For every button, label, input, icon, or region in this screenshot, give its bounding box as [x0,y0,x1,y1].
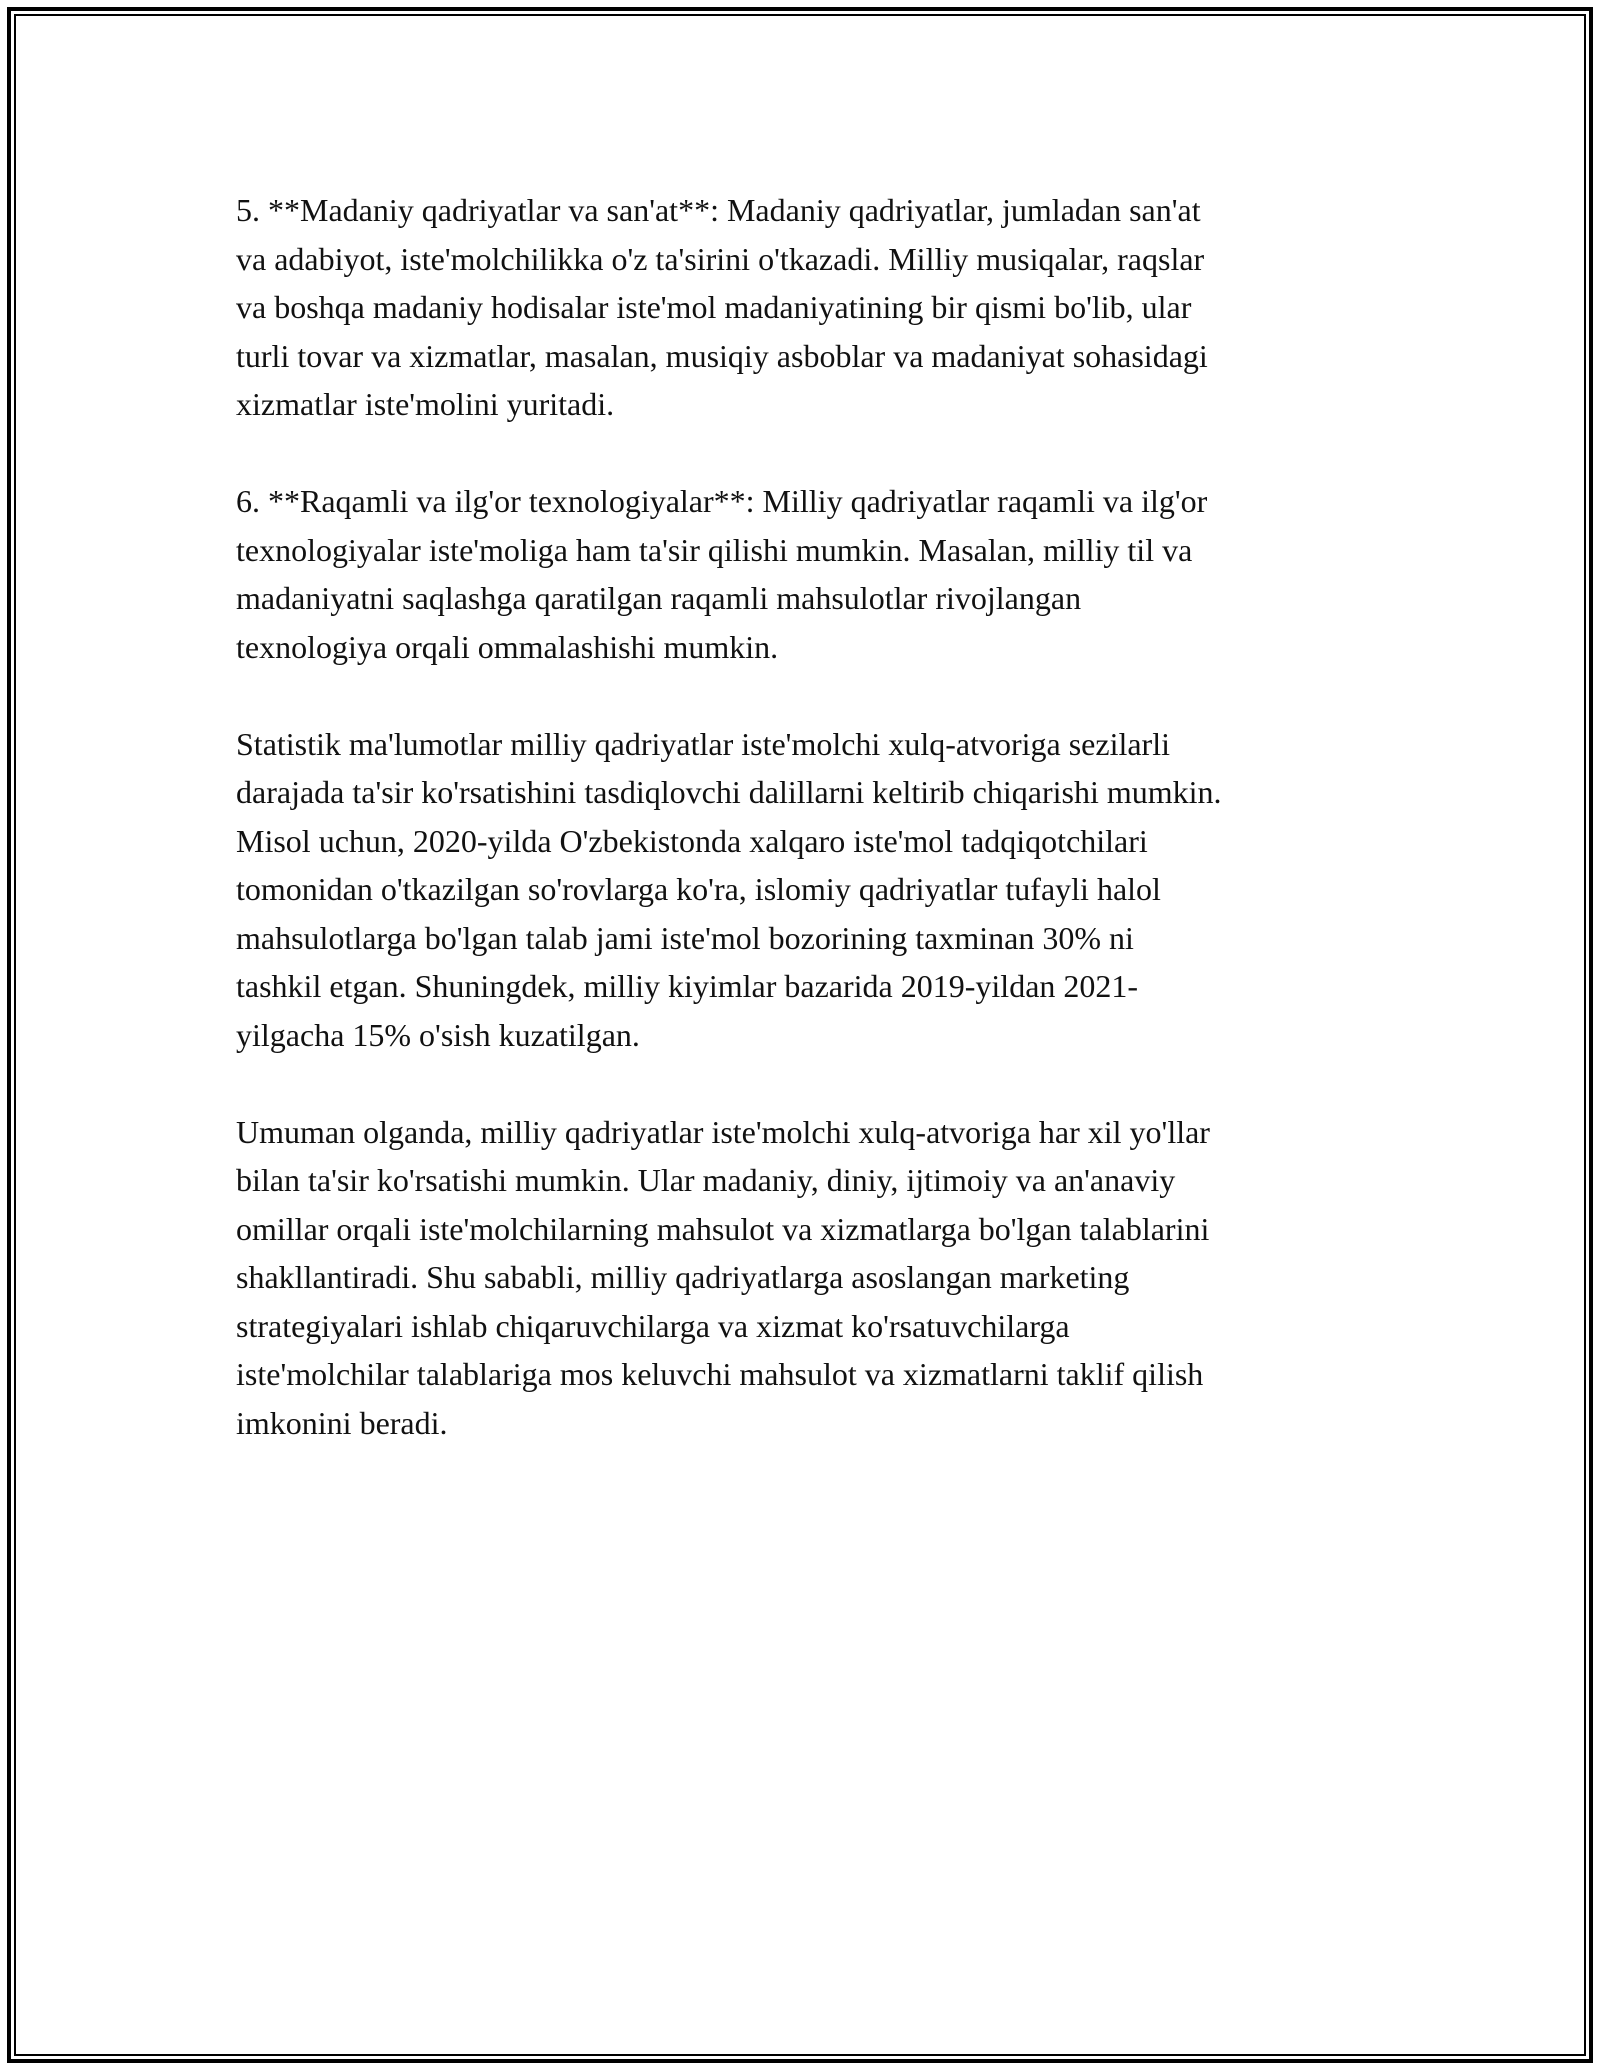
paragraph-statistics: Statistik ma'lumotlar milliy qadriyatlar iste'molchi xulq-atvoriga sezilarli darajada ta'sir ko'rsatishini tasdiqlovchi dalillarni keltirib chiqarishi mumkin. Misol uchun, 2020-yilda O'zbekistonda xalqaro iste'mol tadqiqotchilari tomonidan o'tkazilgan so'rovlarga ko'ra, islomiy qadriyatlar tufayli halol mahsulotlarga bo'lgan talab jami iste'mol bozorining taxminan 30% ni tashkil etgan. Shuningdek, milliy kiyimlar bazarida 2019-yildan 2021- yilgacha 15% o'sish kuzatilgan. [236,725,1222,1053]
document-body [236,186,1386,1496]
paragraph-conclusion: Umuman olganda, milliy qadriyatlar iste'molchi xulq-atvoriga har xil yo'llar bilan ta'sir ko'rsatishi mumkin. Ular madaniy, diniy, ijtimoiy va an'anaviy omillar orqali iste'molchilarning mahsulot va xizmatlarga bo'lgan talablarini shakllantiradi. Shu sababli, milliy qadriyatlarga asoslangan marketing strategiyalari ishlab chiqaruvchilarga va xizmat ko'rsatuvchilarga iste'molchilar talablariga mos keluvchi mahsulot va xizmatlarni taklif qilish imkonini beradi. [236,1113,1210,1441]
paragraph-digital-technologies: 6. **Raqamli va ilg'or texnologiyalar**: Milliy qadriyatlar raqamli va ilg'or texnologiyalar iste'moliga ham ta'sir qilishi mumkin. Masalan, milliy til va madaniyatni saqlashga qaratilgan raqamli mahsulotlar rivojlangan texnologiya orqali ommalashishi mumkin. [236,483,1208,665]
paragraph-cultural-values: 5. **Madaniy qadriyatlar va san'at**: Madaniy qadriyatlar, jumladan san'at va adabiyot, iste'molchilikka o'z ta'sirini o'tkazadi. Milliy musiqalar, raqslar va boshqa madaniy hodisalar iste'mol madaniyatining bir qismi bo'lib, ular turli tovar va xizmatlar, masalan, musiqiy asboblar va madaniyat sohasidagi xizmatlar iste'molini yuritadi. [236,192,1208,422]
